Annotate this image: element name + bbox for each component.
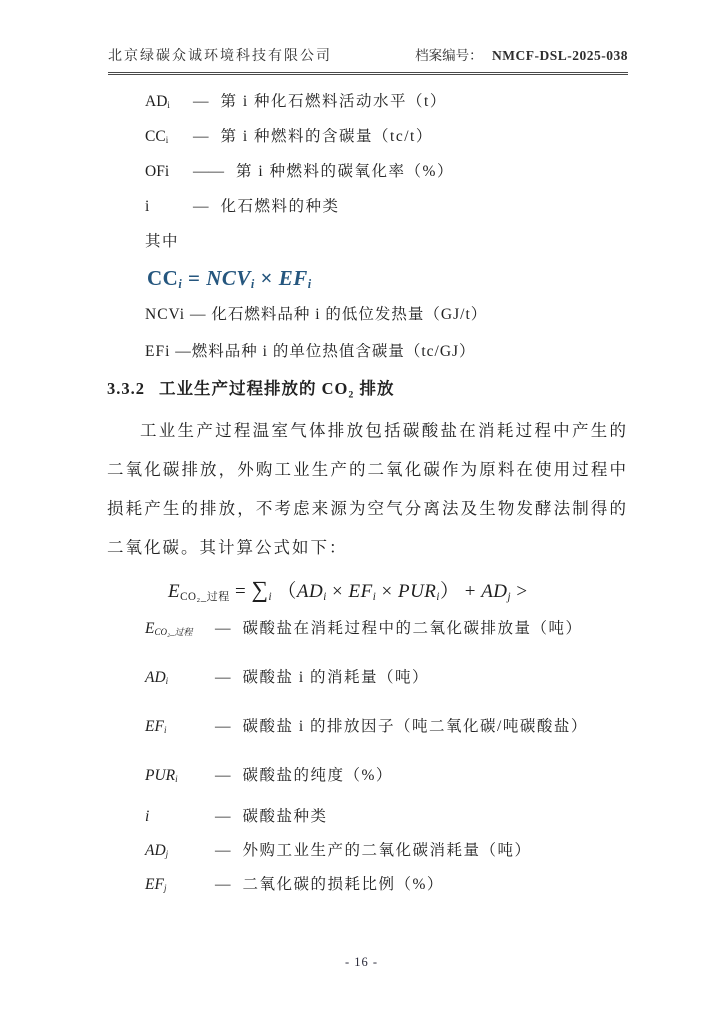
section-heading	[107, 377, 628, 401]
formula-cc-ncv-ef: $CC_i = NCV_i \times EF_i$	[147, 266, 312, 292]
definition-description: 碳酸盐种类	[242, 808, 328, 825]
definition-dash: —	[215, 842, 231, 859]
definition-description: 碳酸盐 i 的排放因子（吨二氧化碳/吨碳酸盐）	[242, 718, 588, 735]
definition-dash: ——	[193, 163, 224, 180]
fossil-fuel-definitions	[107, 90, 628, 218]
definition-term: i	[145, 808, 150, 825]
ncv-definition-line: NCVi — 化石燃料品种 i 的低位发热量（GJ/t）	[145, 306, 488, 323]
definition-description: 第 i 种化石燃料活动水平（t）	[220, 93, 447, 110]
page-number: - 16 -	[344, 955, 379, 969]
definition-dash: —	[193, 198, 209, 215]
archive-label: 档案编号：	[415, 48, 483, 63]
definition-row	[145, 195, 628, 218]
definition-row	[145, 666, 628, 689]
definition-dash: —	[215, 808, 231, 825]
ef-definition-line: EFi —燃料品种 i 的单位热值含碳量（tc/GJ）	[145, 343, 476, 360]
definition-term: $AD_i$	[145, 93, 170, 111]
definition-description: 第 i 种燃料的碳氧化率（%）	[236, 163, 454, 180]
definition-description: 外购工业生产的二氧化碳消耗量（吨）	[242, 842, 532, 859]
body-paragraph: 工业生产过程温室气体排放包括碳酸盐在消耗过程中产生的二氧化碳排放，外购工业生产的二氧化碳作为原料在使用过程中损耗产生的排放，不考虑来源为空气分离法及生物发酵法制得的二氧化碳。其计算公式如下：	[107, 421, 628, 557]
definition-dash: —	[215, 718, 231, 735]
archive-number: NMCF-DSL-2025-038	[492, 48, 628, 63]
archive-number-block	[415, 44, 628, 64]
definition-term: $AD_j$	[145, 842, 169, 860]
page-content	[107, 90, 628, 907]
formula-process-emission: $E_{CO_2\_过程} = \sum_i$ $(AD_i \times EF_i \times PUR_i) + AD_j$ >	[168, 577, 528, 603]
definition-term: $CC_i$	[145, 128, 169, 146]
definition-term: $EF_i$	[145, 718, 167, 736]
definition-row	[145, 617, 628, 640]
definition-row	[145, 125, 628, 148]
definition-term: i	[145, 198, 150, 215]
definition-term: $AD_i$	[145, 669, 169, 687]
definition-row	[145, 805, 628, 828]
section-number: 3.3.2	[107, 379, 145, 398]
among-label: 其中	[145, 233, 180, 250]
definition-term: $PUR_i$	[145, 767, 178, 785]
definition-dash: —	[193, 128, 209, 145]
definition-description: 碳酸盐 i 的消耗量（吨）	[242, 669, 430, 686]
definition-dash: —	[193, 93, 209, 110]
definition-row	[145, 715, 628, 738]
process-emission-definitions	[107, 617, 628, 896]
definition-dash: —	[215, 620, 231, 637]
definition-description: 第 i 种燃料的含碳量（tc/t）	[220, 128, 433, 145]
definition-description: 碳酸盐在消耗过程中的二氧化碳排放量（吨）	[242, 620, 583, 637]
definition-row	[145, 90, 628, 113]
definition-term: $E_{CO_2\_过程}$	[145, 620, 193, 638]
definition-description: 化石燃料的种类	[220, 198, 340, 215]
definition-dash: —	[215, 669, 231, 686]
definition-dash: —	[215, 876, 231, 893]
definition-dash: —	[215, 767, 231, 784]
section-title: 工业生产过程排放的 CO₂ 排放	[159, 379, 395, 398]
definition-row	[145, 839, 628, 862]
definition-term: $EF_j$	[145, 876, 167, 894]
definition-row	[145, 764, 628, 787]
page-header	[108, 44, 628, 75]
company-name: 北京绿碳众诚环境科技有限公司	[108, 49, 332, 64]
definition-term: OFi	[145, 163, 170, 180]
definition-description: 碳酸盐的纯度（%）	[242, 767, 393, 784]
definition-row	[145, 873, 628, 896]
definition-description: 二氧化碳的损耗比例（%）	[242, 876, 444, 893]
definition-row	[145, 160, 628, 183]
